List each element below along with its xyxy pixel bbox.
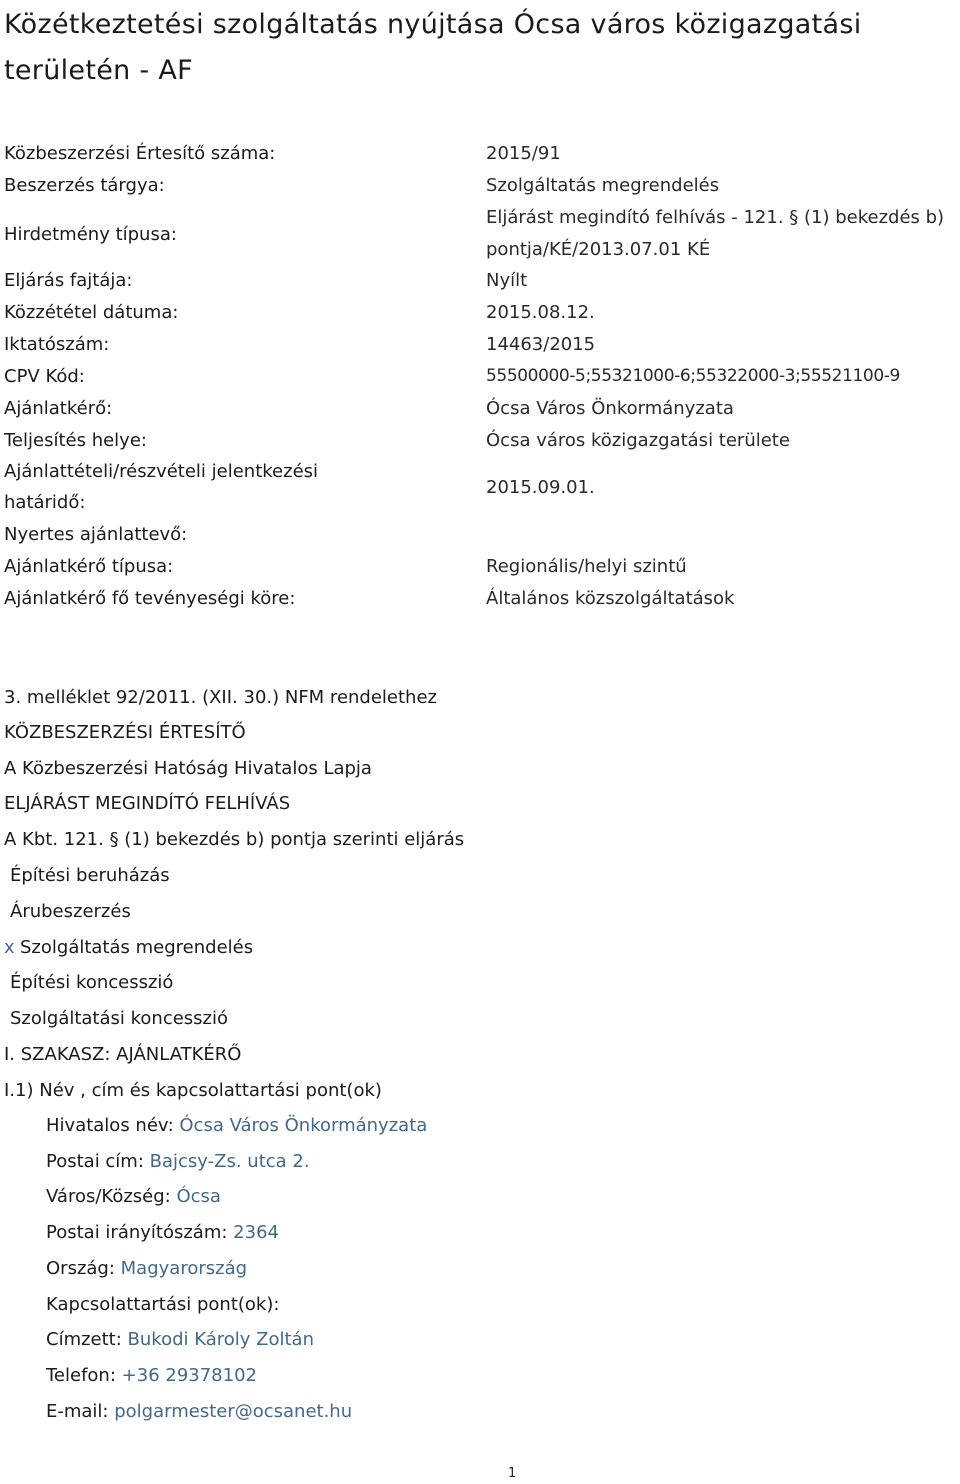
- contact-points-line: [46, 1294, 279, 1315]
- field-label: Telefon:: [46, 1365, 116, 1386]
- official-name-line: [46, 1115, 427, 1136]
- country-line: [46, 1258, 247, 1279]
- email-link[interactable]: polgarmester@ocsanet.hu: [114, 1401, 353, 1422]
- city-value: Ócsa: [176, 1186, 221, 1207]
- zip-value: 2364: [233, 1222, 279, 1243]
- procedure-basis: A Kbt. 121. § (1) bekezdés b) pontja szerinti eljárás: [4, 829, 465, 850]
- phone-value: +36 29378102: [121, 1365, 257, 1386]
- field-label: E-mail:: [46, 1401, 109, 1422]
- contract-type-option: Építési koncesszió: [10, 972, 174, 993]
- meta-label: határidő:: [4, 492, 86, 513]
- zip-line: [46, 1222, 279, 1243]
- addressee-value: Bukodi Károly Zoltán: [127, 1329, 314, 1350]
- postal-address-line: [46, 1151, 310, 1172]
- meta-value: 2015/91: [486, 143, 561, 164]
- meta-value: Ócsa város közigazgatási területe: [486, 430, 790, 451]
- meta-label: Közzététel dátuma:: [4, 302, 179, 323]
- meta-label: Beszerzés tárgya:: [4, 175, 165, 196]
- contract-type-option-selected: Szolgáltatás megrendelés: [20, 937, 254, 958]
- meta-value: 14463/2015: [486, 334, 596, 355]
- phone-line: [46, 1365, 257, 1386]
- meta-value: 55500000-5;55321000-6;55322000-3;55521100-9: [486, 366, 900, 386]
- gazette-subtitle: A Közbeszerzési Hatóság Hivatalos Lapja: [4, 758, 372, 779]
- meta-label: CPV Kód:: [4, 366, 85, 387]
- addressee-line: [46, 1329, 314, 1350]
- contract-type-option: Építési beruházás: [10, 865, 170, 886]
- meta-value: pontja/KÉ/2013.07.01 KÉ: [486, 239, 711, 260]
- section-heading: I. SZAKASZ: AJÁNLATKÉRŐ: [4, 1044, 242, 1065]
- notice-type: ELJÁRÁST MEGINDÍTÓ FELHÍVÁS: [4, 793, 291, 814]
- meta-value: Eljárást megindító felhívás - 121. § (1) bekezdés b): [486, 207, 945, 228]
- email-line: [46, 1401, 352, 1422]
- meta-value: Általános közszolgáltatások: [486, 588, 735, 609]
- country-value: Magyarország: [120, 1258, 248, 1279]
- annex-reference: 3. melléklet 92/2011. (XII. 30.) NFM rendelethez: [4, 687, 437, 708]
- field-label: Város/Község:: [46, 1186, 171, 1207]
- meta-label: Ajánlatkérő típusa:: [4, 556, 174, 577]
- field-label: Hivatalos név:: [46, 1115, 174, 1136]
- subsection-heading: I.1) Név , cím és kapcsolattartási pont(ok): [4, 1080, 382, 1101]
- page-title: Közétkeztetési szolgáltatás nyújtása Ócsa város közigazgatási területén - AF: [4, 9, 862, 86]
- meta-value: 2015.09.01.: [486, 477, 595, 498]
- selected-mark: x: [4, 937, 15, 958]
- field-label: Címzett:: [46, 1329, 122, 1350]
- field-label: Postai irányítószám:: [46, 1222, 228, 1243]
- meta-label: Ajánlatkérő fő tevényeségi köre:: [4, 588, 296, 609]
- meta-label: Ajánlatkérő:: [4, 398, 113, 419]
- meta-label: Nyertes ajánlattevő:: [4, 524, 188, 545]
- contract-type-option: Árubeszerzés: [10, 901, 131, 922]
- meta-label: Hirdetmény típusa:: [4, 224, 177, 245]
- meta-value: 2015.08.12.: [486, 302, 595, 323]
- meta-label: Iktatószám:: [4, 334, 110, 355]
- gazette-name: KÖZBESZERZÉSI ÉRTESÍTŐ: [4, 722, 246, 743]
- page-number: 1: [508, 1466, 517, 1481]
- postal-address-value: Bajcsy-Zs. utca 2.: [149, 1151, 310, 1172]
- field-label: Kapcsolattartási pont(ok):: [46, 1294, 280, 1315]
- meta-value: Nyílt: [486, 270, 528, 291]
- meta-label: Eljárás fajtája:: [4, 270, 133, 291]
- meta-label: Teljesítés helye:: [4, 430, 147, 451]
- meta-label: Ajánlattételi/részvételi jelentkezési: [4, 461, 319, 482]
- official-name-value: Ócsa Város Önkormányzata: [179, 1115, 428, 1136]
- contract-type-option: Szolgáltatási koncesszió: [10, 1008, 229, 1029]
- meta-value: Szolgáltatás megrendelés: [486, 175, 720, 196]
- field-label: Postai cím:: [46, 1151, 144, 1172]
- city-line: [46, 1186, 221, 1207]
- field-label: Ország:: [46, 1258, 115, 1279]
- meta-label: Közbeszerzési Értesítő száma:: [4, 143, 276, 164]
- meta-value: Regionális/helyi szintű: [486, 556, 687, 577]
- meta-value: Ócsa Város Önkormányzata: [486, 398, 734, 419]
